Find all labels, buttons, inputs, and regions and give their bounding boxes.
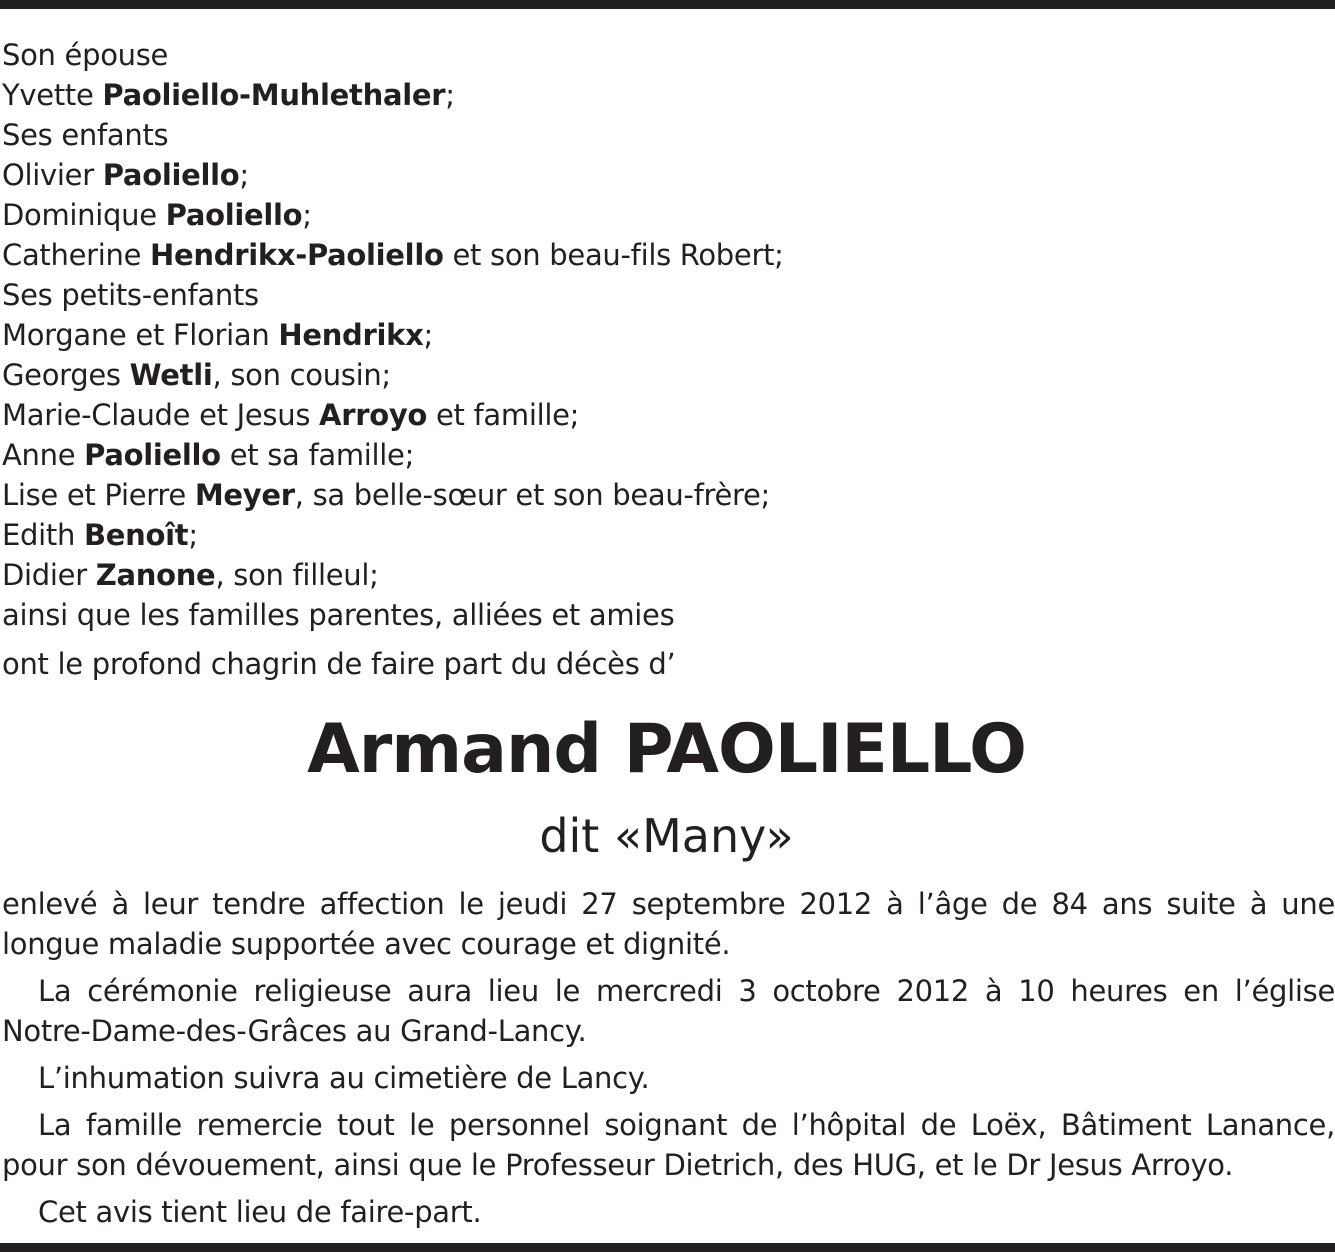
paragraph-thanks: La famille remercie tout le personnel soignant de l’hôpital de Loëx, Bâtiment Lanance, pour son dévouement, ainsi que le Professeur Dietrich, des HUG, et le Dr Jesus Arroyo. — [2, 1108, 1335, 1182]
family-text: ainsi que les familles parentes, alliées et amies — [2, 598, 675, 632]
family-text: Ses enfants — [2, 118, 169, 152]
family-line — [2, 395, 1335, 435]
family-surname: Paoliello — [84, 438, 221, 472]
family-surname: Benoît — [83, 518, 189, 552]
family-text: et famille; — [427, 398, 580, 432]
family-text: Yvette — [2, 78, 103, 112]
family-line — [2, 595, 1335, 635]
family-text: Ses petits-enfants — [2, 278, 259, 312]
family-line — [2, 515, 1335, 555]
family-text: , son filleul; — [215, 558, 379, 592]
deceased-name: Armand PAOLIELLO — [307, 710, 1026, 789]
deceased-nickname: dit «Many» — [539, 809, 794, 863]
family-text: Catherine — [2, 238, 151, 272]
family-line — [2, 115, 1335, 155]
family-text: Lise et Pierre — [2, 478, 195, 512]
family-text: Son épouse — [2, 38, 169, 72]
bottom-border-rule — [0, 1243, 1335, 1252]
family-line — [2, 275, 1335, 315]
family-text: et sa famille; — [220, 438, 415, 472]
family-surname: Paoliello — [165, 198, 303, 232]
family-line — [2, 235, 1335, 275]
family-text: Olivier — [2, 158, 103, 192]
family-line — [2, 555, 1335, 595]
paragraph-ceremony: La cérémonie religieuse aura lieu le mercredi 3 octobre 2012 à 10 heures en l’église Notre-Dame-des-Grâces au Grand-Lancy. — [2, 974, 1335, 1048]
family-text: Edith — [2, 518, 84, 552]
family-line — [2, 35, 1335, 75]
family-surname: Meyer — [194, 478, 295, 512]
family-text: ; — [188, 518, 198, 552]
family-text: Anne — [2, 438, 85, 472]
family-line — [2, 195, 1335, 235]
family-surname: Zanone — [95, 558, 216, 592]
family-surname: Wetli — [129, 358, 213, 392]
family-text: ; — [239, 158, 249, 192]
family-text: Dominique — [2, 198, 166, 232]
family-line — [2, 355, 1335, 395]
family-surname: Paoliello-Muhlethaler — [102, 78, 446, 112]
family-surname: Paoliello — [102, 158, 240, 192]
family-surname: Hendrikx-Paoliello — [150, 238, 444, 272]
family-list — [2, 35, 1335, 635]
family-line — [2, 475, 1335, 515]
family-text: Didier — [2, 558, 96, 592]
family-text: ; — [445, 78, 455, 112]
top-border-rule — [0, 0, 1335, 9]
family-line — [2, 435, 1335, 475]
family-text: et son beau-fils Robert; — [443, 238, 784, 272]
family-line — [2, 75, 1335, 115]
family-line — [2, 315, 1335, 355]
paragraph-circumstances: enlevé à leur tendre affection le jeudi 27 septembre 2012 à l’âge de 84 ans suite à une longue maladie supportée avec courage et dignité. — [2, 887, 1335, 961]
family-text: , son cousin; — [212, 358, 391, 392]
paragraph-burial: L’inhumation suivra au cimetière de Lancy. — [38, 1061, 650, 1095]
family-text: ; — [302, 198, 312, 232]
family-text: Marie-Claude et Jesus — [2, 398, 320, 432]
family-surname: Arroyo — [319, 398, 428, 432]
family-line — [2, 155, 1335, 195]
paragraph-notice: Cet avis tient lieu de faire-part. — [38, 1195, 482, 1229]
family-text: , sa belle-sœur et son beau-frère; — [294, 478, 771, 512]
family-text: ; — [423, 318, 434, 352]
family-text: Morgane et Florian — [2, 318, 279, 352]
family-surname: Hendrikx — [278, 318, 424, 352]
announcement-line: ont le profond chagrin de faire part du décès d’ — [2, 647, 676, 681]
obituary-notice — [2, 35, 1335, 1232]
family-text: Georges — [2, 358, 130, 392]
